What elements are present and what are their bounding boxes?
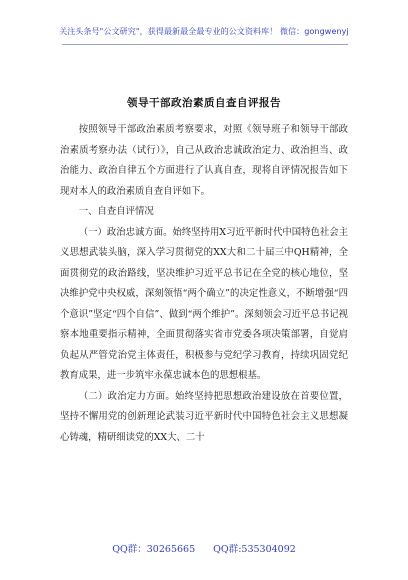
document-body [60, 120, 348, 448]
intro-paragraph: 按照领导干部政治素质考察要求，对照《领导班子和领导干部政治素质考察办法（试行）》，自己从政治忠诚政治定力、政治担当、政治能力、政治自律五个方面进行了认真自查，现将自评情况报告如下现对本人的政治素质自查自评如下。 [60, 124, 348, 197]
header-divider [62, 44, 348, 45]
header-note: 关注头条号"公文研究"，获得最新最全最专业的公文资料库！ 微信：gongwenyj [59, 27, 349, 36]
paragraph-political-determination: （二）政治定力方面。始终坚持把思想政治建设放在首要位置，坚持不懈用党的创新理论武装习近平新时代中国特色社会主义思想凝心铸魂，精研细读党的XX大、二十 [60, 390, 348, 443]
section-heading [60, 202, 348, 223]
paragraph-political-loyalty: （一）政治忠诚方面。始终坚持用X习近平新时代中国特色社会主义思想武装头脑，深入学习贯彻党的XX大和二十届三中QH精神，全面贯彻党的政治路线，坚决维护习近平总书记在全党的核心地位，坚决维护党中央权威，深刻领悟“两个确立”的决定性意义，不断增强“四个意识”坚定“四个自信”、做到“两个维护”。深刻领会习近平总书记视察本地重要指示精神，全面贯彻落实省市党委各项决策部署，自觉肩负起从严管党治党主体责任，积极参与党纪学习教育，持续巩固党纪教育成果，进一步筑牢永葆忠诚本色的思想根基。 [60, 226, 348, 381]
document-title: 领导干部政治素质自查自评报告 [127, 97, 281, 109]
section-heading-text: 一、自查自评情况 [78, 206, 154, 217]
footer [0, 541, 408, 555]
footer-qq-group-1: QQ群：30265665 [112, 544, 196, 555]
footer-qq-group-2: QQ群:535304092 [213, 544, 296, 555]
